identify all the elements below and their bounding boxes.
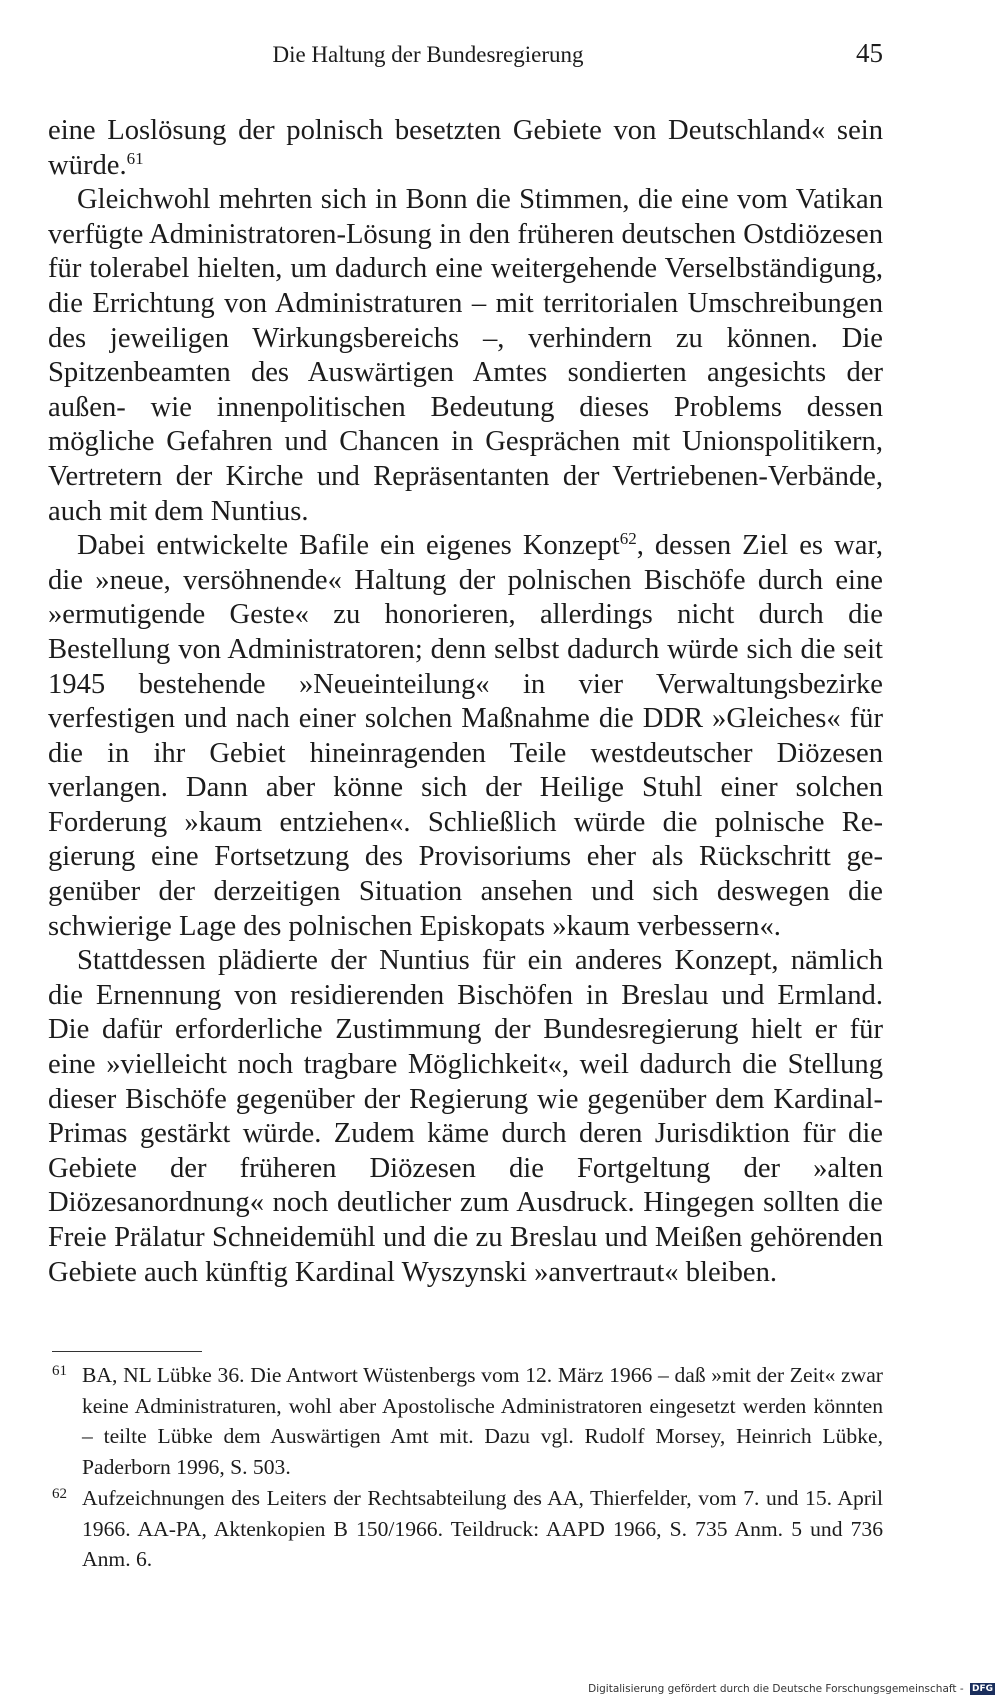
digitization-credit [588,1683,995,1695]
paragraph-text: eine Loslösung der polnisch besetzten Gebiete von Deutschland« sein würde. [48,115,883,181]
footnote-number: 62 [52,1486,67,1502]
running-title: Die Haltung der Bundesregierung [272,42,584,67]
paragraph [48,529,883,944]
paragraph-text: Stattdessen plädierte der Nuntius für ein anderes Konzept, nämlich die Ernennung von residierenden Bischöfen in Breslau und Ermland. Die dafür erforderliche Zustimmung der Bundesregierung hielt er für eine »vielleicht noch tragbare Möglichkeit«, weil dadurch die Stellung dieser Bischöfe gegenüber der Regierung wie gegenüber dem Kardinal-Primas gestärkt würde. Zudem käme durch deren Jurisdiktion für die Gebiete der früheren Diözesen die Fortgeltung der »alten Diözesanordnung« noch deutlicher zum Ausdruck. Hingegen sollten die Freie Prälatur Schneidemühl und die zu Breslau und Meißen gehörenden Gebiete auch künftig Kardinal Wyszynski »anvertraut« bleiben. [48,945,883,1288]
footnote-number: 61 [52,1363,67,1379]
footnote-text: BA, NL Lübke 36. Die Antwort Wüstenbergs vom 12. März 1966 – daß »mit der Zeit« zwar keine Administraturen, wohl aber Apostolische Administratoren eingesetzt werden könnten – teilte Lübke dem Auswärtigen Amt mit. Dazu vgl. Rudolf Morsey, Heinrich Lübke, Paderborn 1996, S. 503. [82,1363,883,1479]
footnote [52,1360,883,1482]
paragraph-text: , dessen Ziel es war, die »neue, versöhnende« Haltung der polnischen Bischöfe durch eine »ermutigende Geste« zu honorieren, allerdings nicht durch die Bestellung von Administratoren; denn selbst dadurch würde sich die seit 1945 bestehende »Neueinteilung« in vier Verwaltungsbezirke verfestigen und nach einer solchen Maßnahme die DDR »Gleiches« für die in ihr Gebiet hineinragenden Teile westdeutscher Diözesen verlangen. Dann aber könne sich der Heilige Stuhl einer solchen Forderung »kaum entziehen«. Schließlich würde die polnische Regierung eine Fortsetzung des Provisoriums eher als Rückschritt gegenüber der derzeitigen Situation ansehen und sich deswegen die schwierige Lage des polnischen Episkopats »kaum verbessern«. [48,530,883,942]
running-head [48,38,883,72]
credit-text: Digitalisierung gefördert durch die Deutsche Forschungsgemeinschaft - [588,1683,964,1695]
paragraph-text: Gleichwohl mehrten sich in Bonn die Stimmen, die eine vom Vatikan verfügte Administratoren-Lösung in den früheren deutschen Ostdiözesen für tolerabel hielten, um dadurch eine weitergehende Verselbständigung, die Errichtung von Administraturen – mit territorialen Umschreibungen des jeweiligen Wirkungsbereichs –, verhindern zu können. Die Spitzenbeamten des Auswärtigen Amtes sondierten angesichts der außen- wie innenpolitischen Bedeutung dieses Problems dessen mögliche Gefahren und Chancen in Gesprächen mit Unionspolitikern, Vertretern der Kirche und Repräsentanten der Vertriebenen-Verbände, auch mit dem Nuntius. [48,184,883,527]
footnote-text: Aufzeichnungen des Leiters der Rechtsabteilung des AA, Thierfelder, vom 7. und 15. April 1966. AA-PA, Aktenkopien B 150/1966. Teildruck: AAPD 1966, S. 735 Anm. 5 und 736 Anm. 6. [82,1486,883,1571]
body-text [48,114,883,1290]
footnote-reference[interactable]: 62 [619,529,637,549]
page-number: 45 [856,38,883,68]
paragraph [48,114,883,183]
footnote-divider [52,1351,202,1352]
paragraph-text: Dabei entwickelte Bafile ein eigenes Konzept [77,530,620,562]
footnote-reference[interactable]: 61 [126,148,144,168]
footnote [52,1483,883,1575]
dfg-logo-icon: DFG [971,1684,993,1694]
paragraph [48,944,883,1290]
footnotes [52,1360,883,1576]
paragraph [48,183,883,529]
